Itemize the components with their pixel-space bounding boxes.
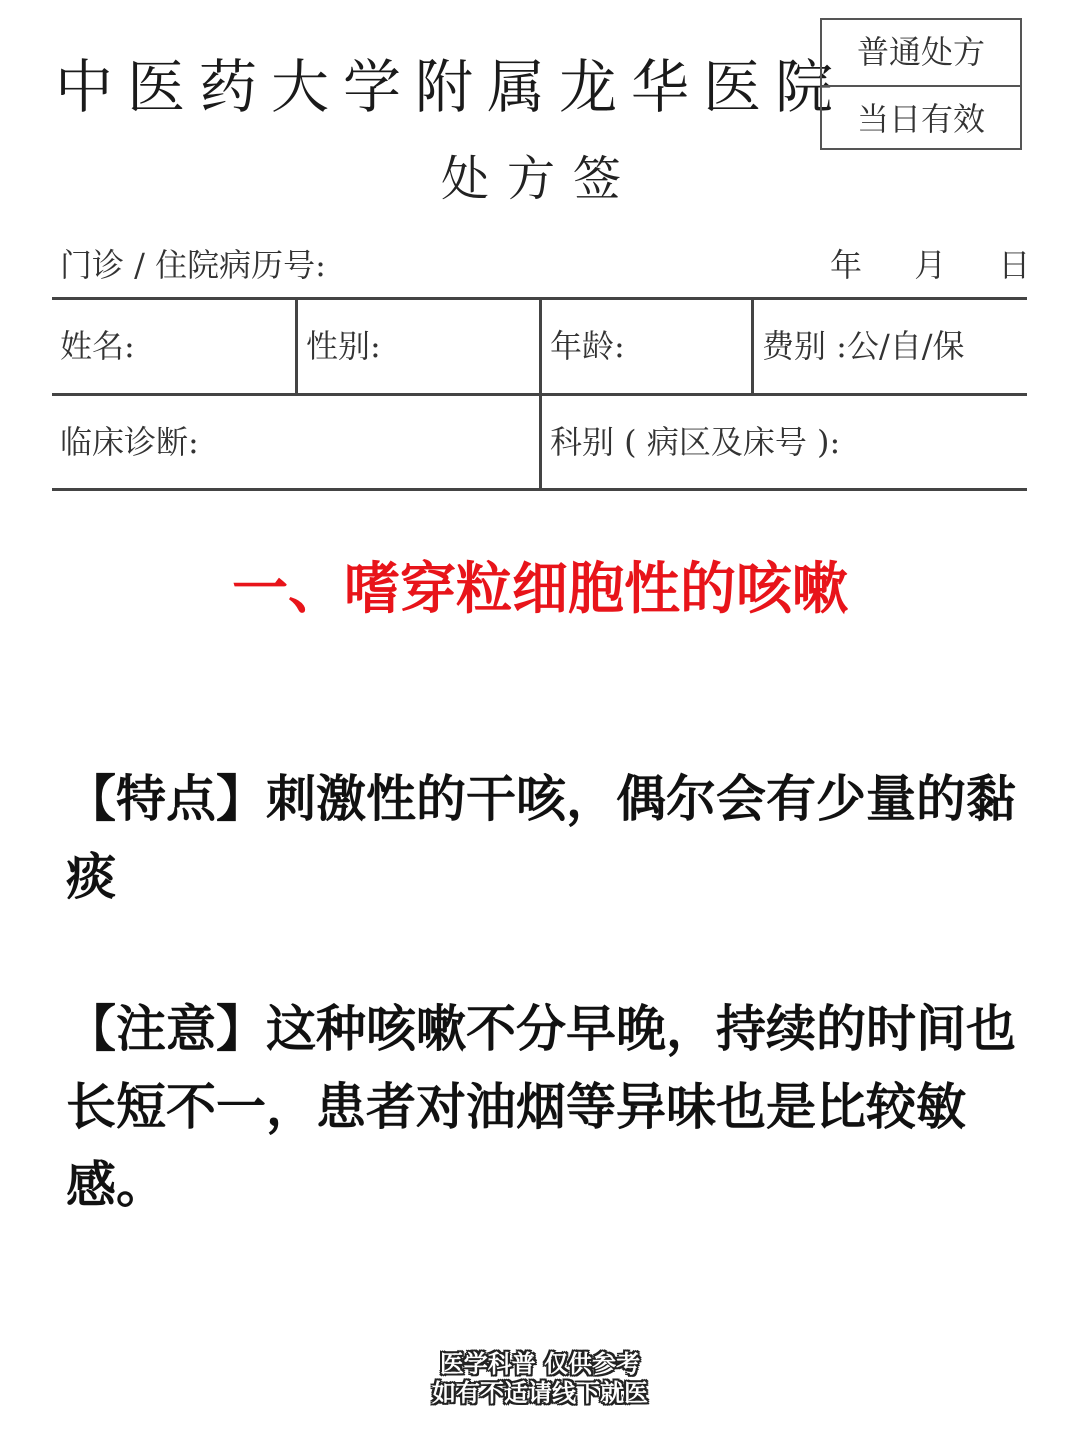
disclaimer-caption xyxy=(0,1350,1080,1408)
diagnosis-field: 临床诊断: xyxy=(60,423,199,461)
day-label: 日 xyxy=(998,246,1031,284)
note-paragraph: 【注意】这种咳嗽不分早晚，持续的时间也长短不一，患者对油烟等异味也是比较敏感。 xyxy=(66,1000,1016,1214)
diagnosis-row xyxy=(52,396,1027,488)
month-label: 月 xyxy=(914,246,947,284)
fee-type-field: 费别 :公/自/保 xyxy=(762,327,965,365)
record-number-label: 门诊 / 住院病历号: xyxy=(60,246,326,284)
disclaimer-line-1: 医学科普 仅供参考 xyxy=(439,1350,641,1378)
form-title: 处方签 xyxy=(440,151,639,207)
section-heading: 一、嗜穿粒细胞性的咳嗽 xyxy=(232,557,848,622)
feature-paragraph: 【特点】刺激性的干咳，偶尔会有少量的黏痰 xyxy=(66,770,1016,906)
patient-info-row xyxy=(52,300,1027,396)
date-field xyxy=(830,240,1030,286)
prescription-type-box xyxy=(820,18,1022,150)
patient-info-table xyxy=(52,297,1027,491)
age-field: 年龄: xyxy=(550,327,625,365)
name-field: 姓名: xyxy=(60,327,135,365)
prescription-type-label: 普通处方 xyxy=(856,33,985,71)
year-label: 年 xyxy=(830,246,863,284)
hospital-name: 中医药大学附属龙华医院 xyxy=(55,53,848,121)
validity-label: 当日有效 xyxy=(822,85,1020,152)
department-field: 科别 ( 病区及床号 ): xyxy=(550,423,841,461)
disclaimer-line-2: 如有不适请线下就医 xyxy=(432,1379,648,1407)
gender-field: 性别: xyxy=(306,327,381,365)
